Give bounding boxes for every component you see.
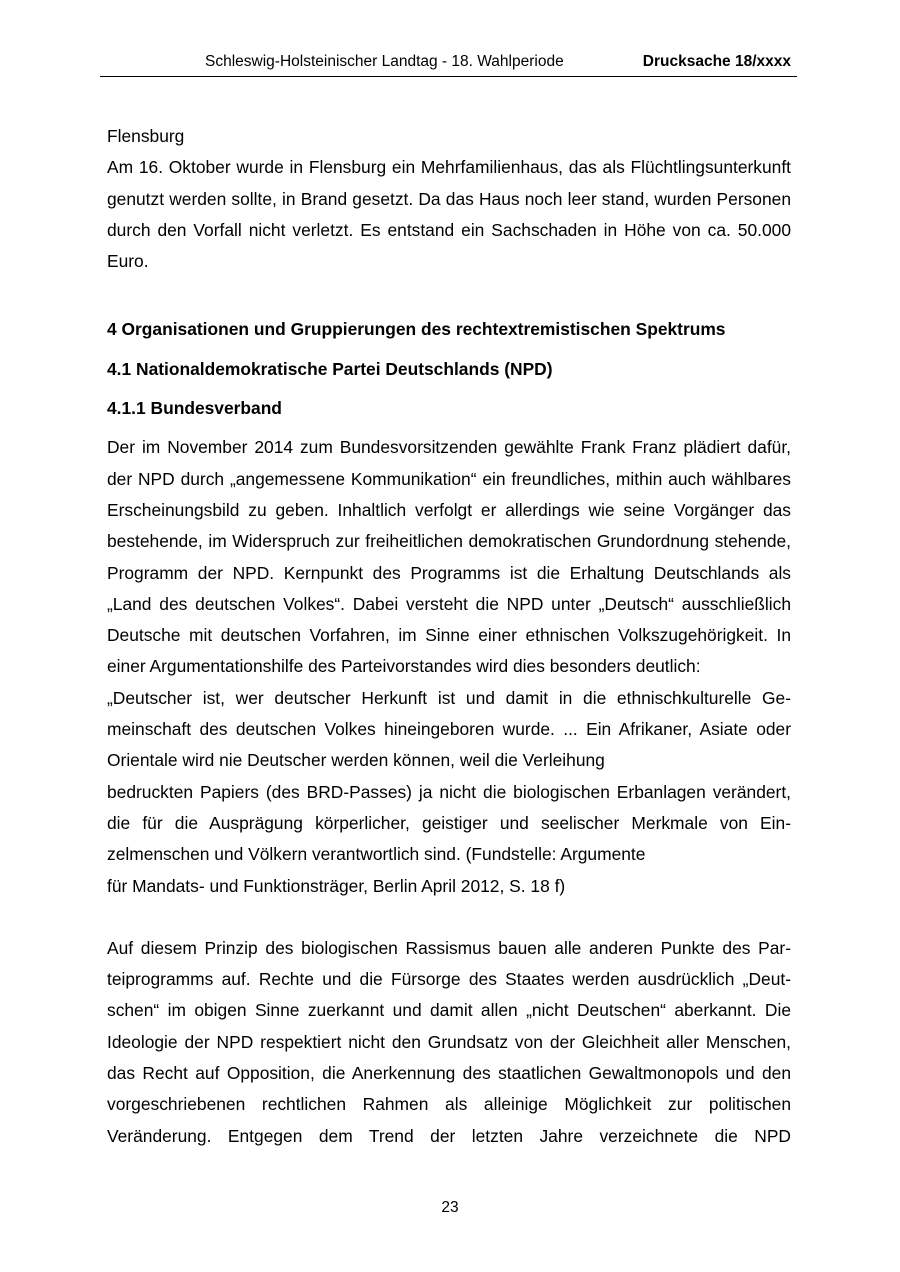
header-document-reference: Drucksache 18/xxxx bbox=[642, 53, 791, 70]
page-number: 23 bbox=[441, 1199, 459, 1216]
document-body bbox=[107, 121, 791, 1152]
section-heading-4-1-1: 4.1.1 Bundesverband bbox=[107, 398, 282, 419]
quote-part-3: für Mandats- und Funktionsträger, Berlin April 2012, S. 18 f) bbox=[107, 875, 566, 896]
header-title: Schleswig-Holsteinischer Landtag - 18. Wahlperiode bbox=[205, 53, 564, 70]
section-heading-4: 4 Organisationen und Gruppierungen des rechtextremistischen Spektrums bbox=[107, 319, 726, 340]
quote-part-2: bedruckten Papiers (des BRD-Passes) ja nicht die biologischen Erbanlagen verändert, die für die Ausprägung körperlicher, geistiger und seelischer Merkmale von Einzelmenschen und Völkern verantwortlich sind. (Fundstelle: Argumente bbox=[107, 781, 791, 865]
flensburg-paragraph: Am 16. Oktober wurde in Flensburg ein Mehrfamilienhaus, das als Flüchtlingsunterkunft genutzt werden sollte, in Brand gesetzt. Da das Haus noch leer stand, wurden Personen durch den Vorfall nicht verletzt. Es entstand ein Sachschaden in Höhe von ca. 50.000 Euro. bbox=[107, 157, 791, 272]
paragraph-biological-racism: Auf diesem Prinzip des biologischen Rassismus bauen alle anderen Punkte des Parteiprogramms auf. Rechte und die Fürsorge des Staates werden ausdrücklich „Deutschen“ im obigen Sinne zuerkannt und damit allen „nicht Deutschen“ aberkannt. Die Ideologie der NPD respektiert nicht den Grundsatz von der Gleichheit aller Menschen, das Recht auf Opposition, die Anerkennung des staatlichen Gewaltmonopols und den vorgeschriebenen rechtlichen Rahmen als alleinige Möglichkeit zur politischen Veränderung. Entgegen dem Trend der letzten Jahre verzeichnete die NPD bbox=[107, 937, 791, 1146]
section-heading-4-1: 4.1 Nationaldemokratische Partei Deutschlands (NPD) bbox=[107, 358, 553, 379]
paragraph-npd-program: Der im November 2014 zum Bundesvorsitzenden gewählte Frank Franz plädiert dafür, der NPD durch „angemessene Kommunikation“ ein freundliches, mithin auch wählbares Erscheinungsbild zu geben. Inhaltlich verfolgt er allerdings wie seine Vorgänger das bestehende, im Widerspruch zur freiheitlichen demokratischen Grundordnung stehende, Programm der NPD. Kernpunkt des Programms ist die Erhaltung Deutschlands als „Land des deutschen Volkes“. Dabei versteht die NPD unter „Deutsch“ ausschließlich Deutsche mit deutschen Vorfahren, im Sinne einer ethnischen Volkszugehörigkeit. In einer Argumentationshilfe des Parteivorstandes wird dies besonders deutlich: bbox=[107, 437, 791, 677]
flensburg-heading: Flensburg bbox=[107, 126, 185, 146]
quote-part-1: „Deutscher ist, wer deutscher Herkunft ist und damit in die ethnischkulturelle Gemeinschaft des deutschen Volkes hineingeboren wurde. ... Ein Afrikaner, Asiate oder Orientale wird nie Deutscher werden können, weil die Verleihung bbox=[107, 687, 791, 771]
page-header bbox=[100, 52, 797, 77]
